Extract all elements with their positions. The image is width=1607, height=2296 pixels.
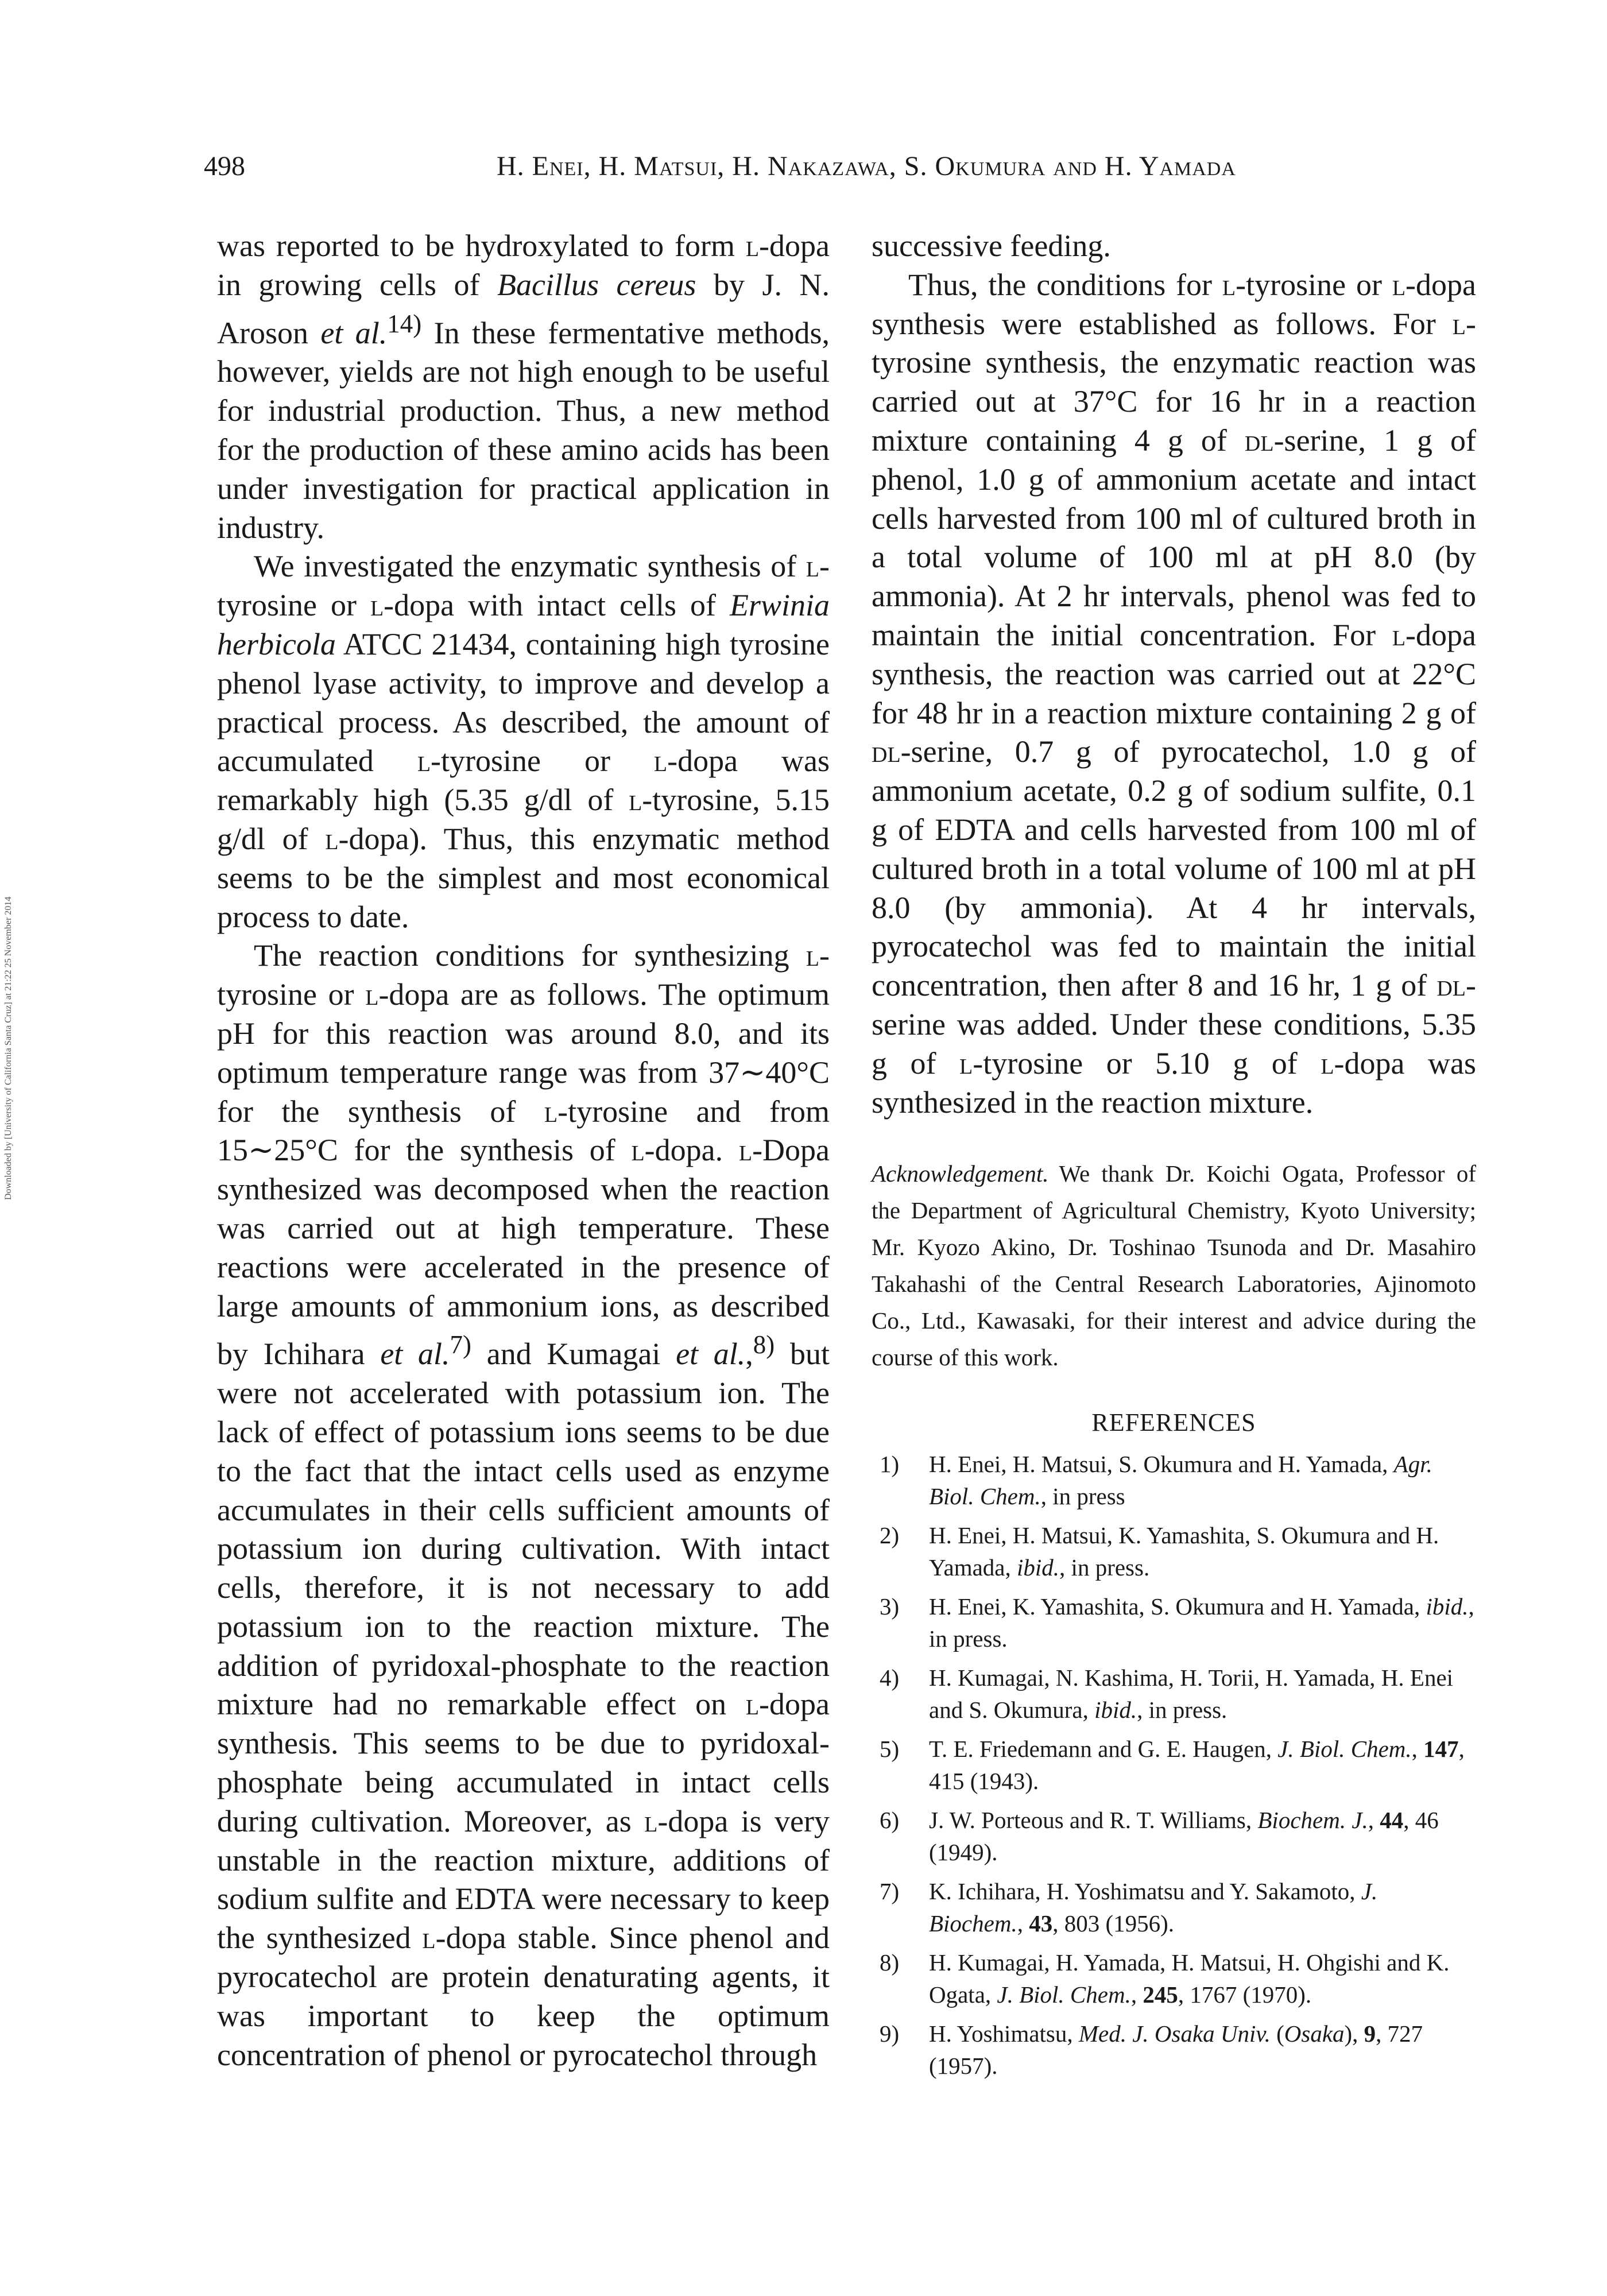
text: but were not accelerated with potassium ion. The lack of effect of potassium ions seems to be due to the fact that the intact cells used as enzyme accumulates in their cells sufficient amounts of potassium ion during cultivation. With intact cells, therefore, it is not necessary to add potassium ion to the reaction mixture. The addition of pyridoxal-phosphate to the reaction mixture had no remarkable effect on — [217, 1337, 830, 1722]
text: , in press. — [1059, 1554, 1150, 1581]
citation: 7) — [450, 1330, 472, 1360]
text: -tyrosine or — [217, 549, 830, 623]
text: -serine, 1 g of phenol, 1.0 g of ammonium acetate and intact cells harvested from 100 ml of cultured broth in a total volume of 100 ml at pH 8.0 (by ammonia). At 2 hr intervals, phenol was fed to maintain the initial concentration. For — [872, 423, 1476, 652]
text: H. Enei, H. Matsui, K. Yamashita, S. Okumura and H. Yamada, — [929, 1522, 1439, 1581]
right-column — [872, 227, 1476, 2089]
text: -dopa stable. Since phenol and pyrocatechol are protein denaturating agents, it was important to keep the optimum concentration of phenol or pyrocatechol through — [217, 1921, 830, 2072]
text: -dopa synthesis, the reaction was carried out at 22°C for 48 hr in a reaction mixture containing 2 g of — [872, 617, 1476, 730]
citation: 8) — [753, 1330, 775, 1360]
right-paragraph-2 — [872, 266, 1476, 1122]
text: , 727 (1957). — [929, 2020, 1423, 2080]
reference-item — [872, 2018, 1476, 2082]
text: Bacillus cereus — [497, 267, 696, 302]
reference-number: 5) — [880, 1736, 900, 1763]
page-header — [204, 150, 1318, 196]
left-paragraph-3 — [217, 936, 830, 2074]
reference-item — [872, 1662, 1476, 1726]
text: l — [422, 1921, 436, 1956]
reference-number: 9) — [880, 2020, 900, 2047]
reference-number: 2) — [880, 1522, 900, 1549]
acknowledgement-text: We thank Dr. Koichi Ogata, Professor of the Department of Agricultural Chemistry, Kyoto University; Mr. Kyozo Akino, Dr. Toshinao Tsunoda and Dr. Masahiro Takahashi of the Central Research Laboratories, Ajinomoto Co., Ltd., Kawasaki, for their interest and advice during the course of this work. — [872, 1160, 1476, 1371]
text: We investigated the enzymatic synthesis of — [254, 549, 806, 584]
text: J. W. Porteous and R. T. Williams, — [929, 1807, 1258, 1834]
text: , 803 (1956). — [1052, 1910, 1175, 1937]
text: l — [653, 744, 668, 779]
text: -tyrosine or 5.10 g of — [973, 1046, 1321, 1081]
watermark-text: Downloaded by [University of California Santa Cruz] at 21:22 25 November 2014 — [3, 896, 13, 1200]
text: l — [365, 977, 379, 1012]
text: , in press. — [1137, 1697, 1227, 1724]
text: -dopa. — [644, 1133, 739, 1168]
text: 9 — [1364, 2020, 1376, 2047]
reference-number: 7) — [880, 1878, 900, 1905]
download-watermark — [0, 896, 23, 1200]
text: l — [644, 1803, 658, 1838]
reference-number: 3) — [880, 1593, 900, 1620]
text: , — [1411, 1736, 1424, 1763]
text: Erwinia herbicola — [217, 588, 830, 661]
text: l — [370, 588, 384, 623]
reference-item — [872, 1875, 1476, 1939]
text: -dopa). Thus, this enzymatic method seems to be the simplest and most economical process to date. — [217, 821, 830, 934]
text: l — [631, 1133, 645, 1168]
text: -Dopa synthesized was decomposed when the reaction was carried out at high temperature. These reactions were accelerated in the presence of large amounts of ammonium ions, as described by Ichihara — [217, 1133, 830, 1372]
text: l — [738, 1133, 753, 1168]
text: -dopa with intact cells of — [384, 588, 730, 623]
text: et al. — [676, 1337, 746, 1372]
text: ATCC 21434, containing high tyrosine phenol lyase activity, to improve and develop a practical process. As described, the amount of accumulated — [217, 626, 830, 779]
references-list — [872, 1448, 1476, 2082]
text: Biochem. J. — [1257, 1807, 1368, 1834]
text: l — [417, 744, 431, 779]
text: dl — [1244, 423, 1274, 458]
text: ( — [1270, 2020, 1284, 2047]
text: l — [745, 1687, 760, 1722]
acknowledgement-heading: Acknowledgement. — [872, 1160, 1049, 1187]
text: -dopa was remarkably high (5.35 g/dl of — [217, 744, 830, 818]
text: H. Kumagai, H. Yamada, H. Matsui, H. Ohgishi and K. Ogata, — [929, 1949, 1450, 2008]
text: l — [1392, 267, 1406, 302]
text: , 1767 (1970). — [1178, 1981, 1312, 2008]
text: J. Biol. Chem. — [997, 1981, 1131, 2008]
running-head: H. Enei, H. Matsui, H. Nakazawa, S. Okumura and H. Yamada — [497, 151, 1236, 181]
text: dl — [1436, 968, 1466, 1003]
text: l — [325, 821, 339, 856]
text: -dopa is very unstable in the reaction mixture, additions of sodium sulfite and EDTA were necessary to keep the synthesized — [217, 1803, 830, 1956]
text: -serine was added. Under these conditions, 5.35 g of — [872, 968, 1476, 1081]
text: H. Enei, H. Matsui, S. Okumura and H. Yamada, — [929, 1451, 1394, 1478]
left-paragraph-2 — [217, 547, 830, 936]
text: l — [959, 1046, 973, 1081]
text: , in press — [1040, 1483, 1125, 1510]
right-paragraph-1: successive feeding. — [872, 229, 1111, 263]
text: -serine, 0.7 g of pyrocatechol, 1.0 g of ammonium acetate, 0.2 g of sodium sulfite, 0.1 g of EDTA and cells harvested from 100 ml of cultured broth in a total volume of 100 ml at pH 8.0 (by ammonia). At 4 hr intervals, pyrocatechol was fed to maintain the initial concentration, then after 8 and 16 hr, 1 g of — [872, 734, 1476, 1003]
text: J. Biol. Chem. — [1277, 1736, 1412, 1763]
text: -tyrosine or — [431, 744, 654, 779]
reference-item — [872, 1448, 1476, 1512]
text: -dopa synthesis. This seems to be due to pyridoxal-phosphate being accumulated in intact cells during cultivation. Moreover, as — [217, 1687, 830, 1838]
text: -tyrosine synthesis, the enzymatic reaction was carried out at 37°C for 16 hr in a reaction mixture containing 4 g of — [872, 306, 1476, 458]
text: ibid. — [1426, 1593, 1469, 1620]
text: Agr. Biol. Chem. — [929, 1451, 1432, 1510]
text: , — [1017, 1910, 1029, 1937]
reference-item — [872, 1733, 1476, 1797]
references-heading: REFERENCES — [1091, 1408, 1256, 1437]
text: , — [745, 1337, 753, 1372]
text: and Kumagai — [471, 1337, 676, 1372]
text: Osaka — [1284, 2020, 1345, 2047]
text: l- — [745, 229, 770, 263]
page-number: 498 — [204, 151, 245, 181]
text: Med. J. Osaka Univ. — [1078, 2020, 1271, 2047]
reference-number: 6) — [880, 1807, 900, 1834]
reference-number: 8) — [880, 1949, 900, 1976]
citation: 14) — [387, 309, 422, 338]
left-column — [217, 227, 830, 2074]
text: -dopa are as follows. The optimum pH for this reaction was around 8.0, and its optimum temperature range was from 37∼40°C for the synthesis of — [217, 977, 830, 1129]
text: , 415 (1943). — [929, 1736, 1465, 1795]
text: et al. — [380, 1337, 450, 1372]
text: et al. — [320, 315, 388, 350]
text: , in press. — [929, 1593, 1474, 1652]
text: J. Biochem. — [929, 1878, 1378, 1937]
text: dopa in growing cells of — [217, 229, 830, 302]
text: l — [1452, 306, 1466, 341]
text: l — [1222, 267, 1236, 302]
text: l — [629, 783, 642, 818]
reference-number: 1) — [880, 1451, 900, 1478]
text: H. Yoshimatsu, — [929, 2020, 1079, 2047]
left-paragraph-1 — [217, 227, 830, 547]
text: -tyrosine or — [217, 938, 830, 1012]
text: -dopa synthesis were established as follows. For — [872, 267, 1476, 341]
text: l — [1392, 617, 1406, 652]
text: by J. N. Aroson — [217, 267, 830, 350]
text: ibid. — [1094, 1697, 1137, 1724]
reference-number: 4) — [880, 1664, 900, 1691]
text: ibid. — [1017, 1554, 1060, 1581]
reference-item — [872, 1519, 1476, 1583]
text: l — [544, 1094, 558, 1129]
text: 147 — [1423, 1736, 1459, 1763]
reference-item — [872, 1804, 1476, 1868]
text: , 46 (1949). — [929, 1807, 1439, 1866]
text: l — [1321, 1046, 1334, 1081]
text: 43 — [1029, 1910, 1053, 1937]
text: -tyrosine or — [1236, 267, 1392, 302]
text: -dopa was synthesized in the reaction mixture. — [872, 1046, 1477, 1120]
text: H. Kumagai, N. Kashima, H. Torii, H. Yamada, H. Enei and S. Okumura, — [929, 1664, 1454, 1724]
text: -tyrosine, 5.15 g/dl of — [217, 783, 830, 856]
text: l — [806, 549, 820, 584]
text: K. Ichihara, H. Yoshimatsu and Y. Sakamoto, — [929, 1878, 1361, 1905]
text: , — [1130, 1981, 1143, 2008]
reference-item — [872, 1946, 1476, 2011]
text: In these fermentative methods, however, yields are not high enough to be useful for industrial production. Thus, a new method for the production of these amino acids has been under investigation for practical application in industry. — [217, 315, 830, 545]
text: , — [1368, 1807, 1380, 1834]
text: The reaction conditions for synthesizing — [254, 938, 806, 973]
text: 44 — [1380, 1807, 1404, 1834]
text: ), — [1344, 2020, 1364, 2047]
reference-item — [872, 1590, 1476, 1655]
text: l — [806, 938, 820, 973]
text: Thus, the conditions for — [908, 267, 1222, 302]
text: 245 — [1143, 1981, 1178, 2008]
acknowledgement — [872, 1155, 1476, 1376]
text: -tyrosine and from 15∼25°C for the synthesis of — [217, 1094, 830, 1168]
text: T. E. Friedemann and G. E. Haugen, — [929, 1736, 1278, 1763]
text: was reported to be hydroxylated to form — [217, 229, 746, 263]
text: H. Enei, K. Yamashita, S. Okumura and H. Yamada, — [929, 1593, 1426, 1620]
text: dl — [872, 734, 901, 769]
